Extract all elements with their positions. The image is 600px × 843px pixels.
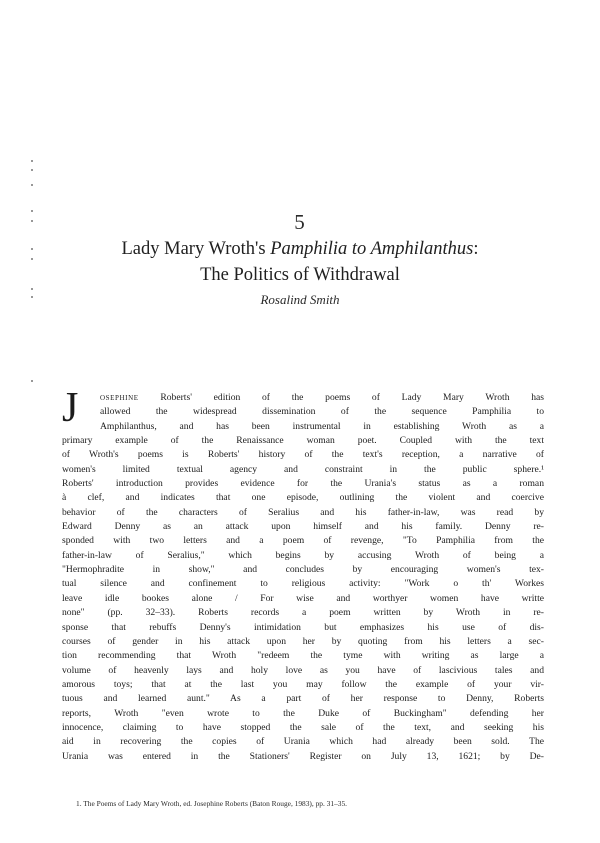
body-line: primary example of the Renaissance woman poet. Coupled with the text <box>62 435 544 447</box>
body-line: courses of gender in his attack upon her by quoting from his letters a sec- <box>62 635 544 647</box>
margin-mark <box>31 169 33 171</box>
body-line: sponded with two letters and a poem of revenge, "To Pamphilia from the <box>62 535 544 547</box>
body-line: none" (pp. 32–33). Roberts records a poem written by Wroth in re- <box>62 607 544 619</box>
body-text <box>62 391 544 764</box>
chapter-title-line-2: The Politics of Withdrawal <box>200 265 400 285</box>
margin-mark <box>31 288 33 290</box>
margin-scan-marks <box>31 160 41 390</box>
body-line: volume of heavenly lays and holy love as you have of lascivious tales and <box>62 664 544 676</box>
chapter-author: Rosalind Smith <box>260 292 340 307</box>
chapter-title-line-1 <box>60 236 540 262</box>
body-line: tual silence and confinement to religious activity: "Work o th' Workes <box>62 578 544 590</box>
margin-mark <box>31 380 33 382</box>
body-line: innocence, claiming to have stopped the sale of the text, and seeking his <box>62 721 544 733</box>
body-line: reports, Wroth "even wrote to the Duke of Buckingham" defending her <box>62 707 544 719</box>
body-line: allowed the widespread dissemination of the sequence Pamphilia to <box>100 406 544 418</box>
margin-mark <box>31 184 33 186</box>
body-line: Edward Denny as an attack upon himself and his family. Denny re- <box>62 521 544 533</box>
margin-mark <box>31 258 33 260</box>
body-line: tion recommending that Wroth "redeem the tyme with writing as large a <box>62 650 544 662</box>
body-line: Roberts' introduction provides evidence for the Urania's status as a roman <box>62 478 544 490</box>
body-line: father-in-law of Seralius," which begins by accusing Wroth of being a <box>62 549 544 561</box>
chapter-number: 5 <box>294 210 306 234</box>
body-line: of Wroth's poems is Roberts' history of the text's reception, a narrative of <box>62 449 544 461</box>
footnote: 1. The Poems of Lady Mary Wroth, ed. Josephine Roberts (Baton Rouge, 1983), pp. 31–35. <box>76 799 347 808</box>
chapter-title <box>60 236 540 288</box>
body-line: Amphilanthus, and has been instrumental in establishing Wroth as a <box>100 420 544 432</box>
body-line-text: Roberts' edition of the poems of Lady Mary Wroth has <box>138 392 544 403</box>
margin-mark <box>31 160 33 162</box>
body-line: Urania was entered in the Stationers' Register on July 13, 1621; by De- <box>62 750 544 762</box>
body-line: women's limited textual agency and constraint in the public sphere.¹ <box>62 463 544 475</box>
opening-small-caps: osephine <box>100 392 139 403</box>
chapter-title-italic: Pamphilia to Amphilanthus <box>270 239 474 259</box>
body-line: sponse that rebuffs Denny's intimidation but emphasizes his use of dis- <box>62 621 544 633</box>
body-line: amorous toys; that at the last you may follow the example of your vir- <box>62 678 544 690</box>
body-line: behavior of the characters of Seralius and his father-in-law, was read by <box>62 506 544 518</box>
body-line: "Hermophradite in show," and concludes by encouraging women's tex- <box>62 564 544 576</box>
body-line <box>62 391 544 405</box>
chapter-title-colon: : <box>473 239 479 259</box>
body-line: à clef, and indicates that one episode, outlining the violent and coercive <box>62 492 544 504</box>
margin-mark <box>31 248 33 250</box>
body-line: leave idle bookes alone / For wise and worthyer women have writte <box>62 592 544 604</box>
chapter-title-roman: Lady Mary Wroth's <box>121 239 271 259</box>
body-line: tuous and learned aunt." As a part of her response to Denny, Roberts <box>62 693 544 705</box>
drop-cap: J <box>62 385 79 431</box>
body-line: aid in recovering the copies of Urania which had already been sold. The <box>62 736 544 748</box>
